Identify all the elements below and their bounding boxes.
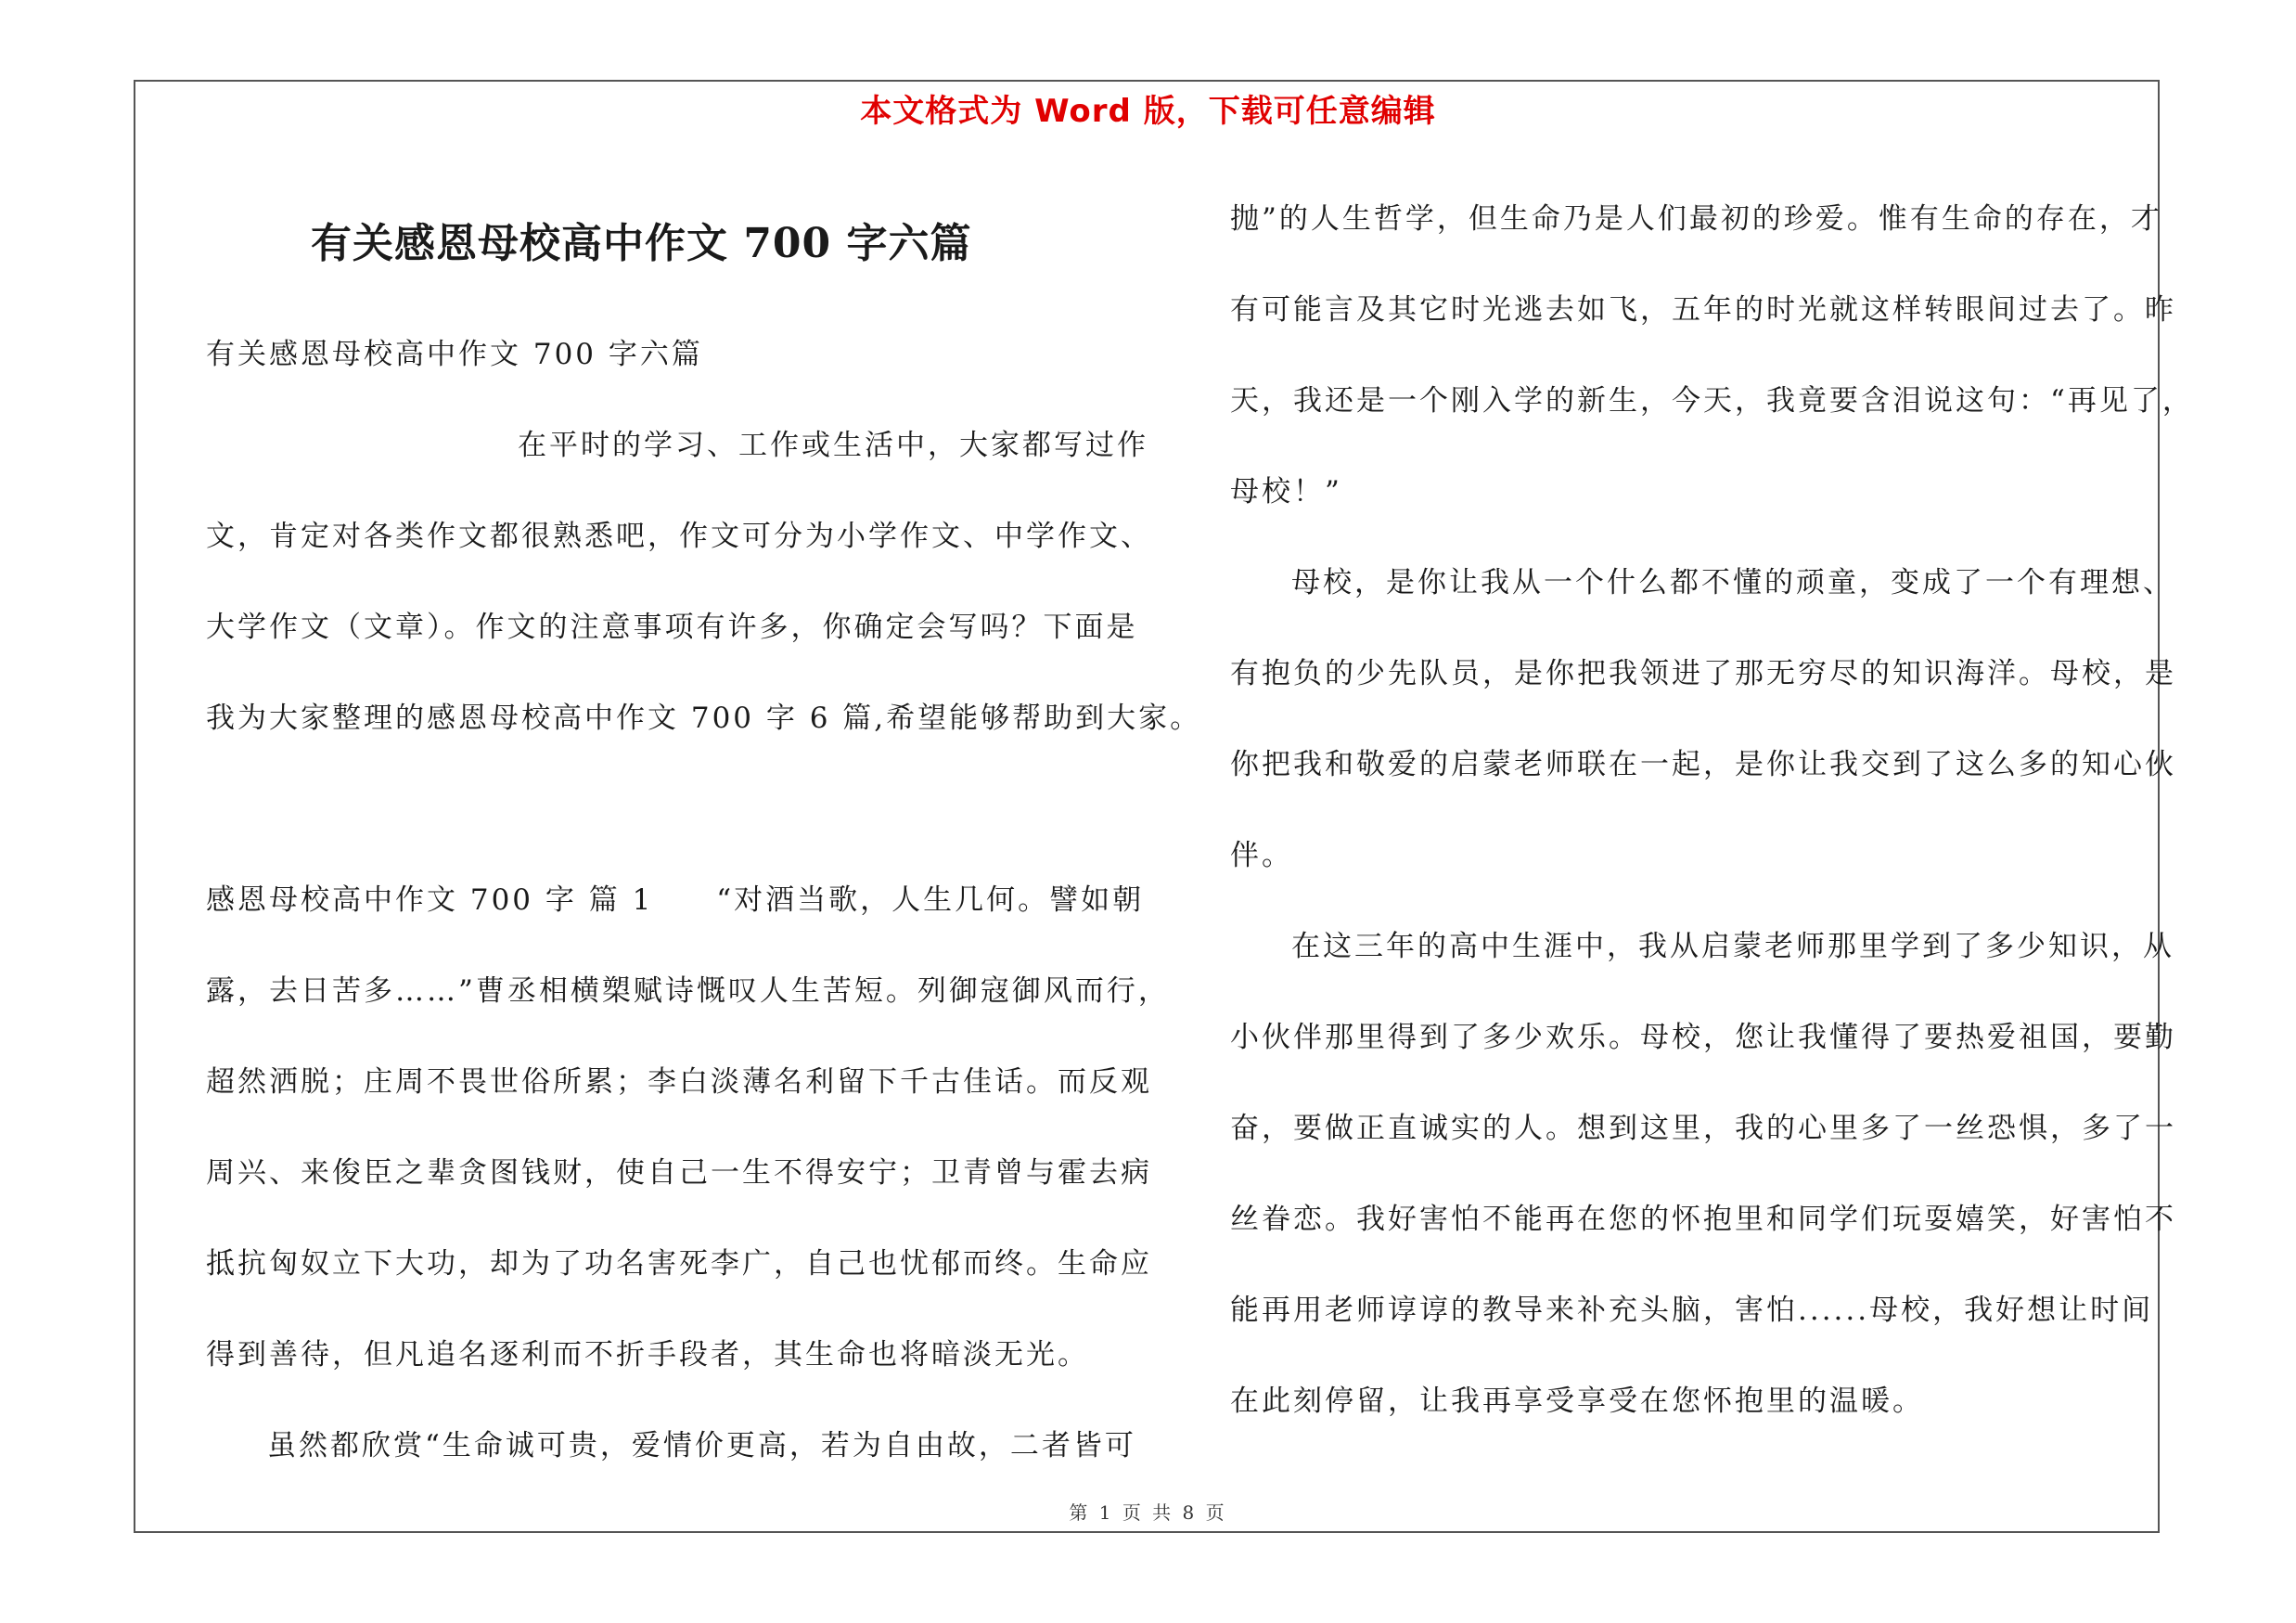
paragraph-line: 抛”的人生哲学，但生命乃是人们最初的珍爱。惟有生命的存在，才 — [1230, 202, 2162, 236]
paragraph-line: 有抱负的少先队员，是你把我领进了那无穷尽的知识海洋。母校，是 — [1230, 657, 2176, 690]
paragraph-line: 伴。 — [1230, 839, 1293, 872]
paragraph-line: 感恩母校高中作文 700 字 篇 1 “对酒当歌，人生几何。譬如朝 — [206, 883, 1145, 917]
paragraph-line: 有可能言及其它时光逃去如飞，五年的时光就这样转眼间过去了。昨 — [1230, 293, 2176, 327]
format-notice-banner: 本文格式为 Word 版，下载可任意编辑 — [860, 93, 1436, 130]
paragraph-line: 母校，是你让我从一个什么都不懂的顽童，变成了一个有理想、 — [1291, 566, 2174, 599]
page-number-footer: 第 1 页 共 8 页 — [1069, 1501, 1227, 1524]
paragraph-line: 奋，要做正直诚实的人。想到这里，我的心里多了一丝恐惧，多了一 — [1230, 1112, 2176, 1145]
paragraph-line: 文，肯定对各类作文都很熟悉吧，作文可分为小学作文、中学作文、 — [206, 520, 1152, 553]
paragraph-line: 小伙伴那里得到了多少欢乐。母校，您让我懂得了要热爱祖国，要勤 — [1230, 1021, 2176, 1054]
paragraph-line: 大学作文（文章）。作文的注意事项有许多，你确定会写吗？下面是 — [206, 611, 1138, 644]
paragraph-line: 天，我还是一个刚入学的新生，今天，我竟要含泪说这句：“再见了， — [1230, 384, 2194, 418]
paragraph-line: 超然洒脱；庄周不畏世俗所累；李白淡薄名利留下千古佳话。而反观 — [206, 1065, 1152, 1099]
paragraph-line: 周兴、来俊臣之辈贪图钱财，使自己一生不得安宁；卫青曾与霍去病 — [206, 1156, 1152, 1190]
document-title: 有关感恩母校高中作文 700 字六篇 — [311, 220, 972, 267]
paragraph-line: 在这三年的高中生涯中，我从启蒙老师那里学到了多少知识，从 — [1291, 930, 2174, 963]
paragraph-line: 能再用老师谆谆的教导来补充头脑，害怕......母校，我好想让时间 — [1230, 1294, 2154, 1327]
paragraph-line: 你把我和敬爱的启蒙老师联在一起，是你让我交到了这么多的知心伙 — [1230, 748, 2176, 781]
paragraph-line: 抵抗匈奴立下大功，却为了功名害死李广，自己也忧郁而终。生命应 — [206, 1247, 1152, 1281]
paragraph-line: 虽然都欣赏“生命诚可贵，爱情价更高，若为自由故，二者皆可 — [267, 1429, 1136, 1462]
paragraph-line: 丝眷恋。我好害怕不能再在您的怀抱里和同学们玩耍嬉笑，好害怕不 — [1230, 1203, 2176, 1236]
subtitle-line: 有关感恩母校高中作文 700 字六篇 — [206, 338, 703, 371]
paragraph-line: 在此刻停留，让我再享受享受在您怀抱里的温暖。 — [1230, 1385, 1924, 1418]
paragraph-line: 我为大家整理的感恩母校高中作文 700 字 6 篇,希望能够帮助到大家。 — [206, 702, 1202, 735]
paragraph-line: 得到善待，但凡追名逐利而不折手段者，其生命也将暗淡无光。 — [206, 1338, 1089, 1372]
paragraph-line: 露，去日苦多……”曹丞相横槊赋诗慨叹人生苦短。列御寇御风而行， — [206, 974, 1170, 1008]
paragraph-line: 母校！” — [1230, 475, 1342, 509]
paragraph-line: 在平时的学习、工作或生活中，大家都写过作 — [518, 429, 1148, 462]
